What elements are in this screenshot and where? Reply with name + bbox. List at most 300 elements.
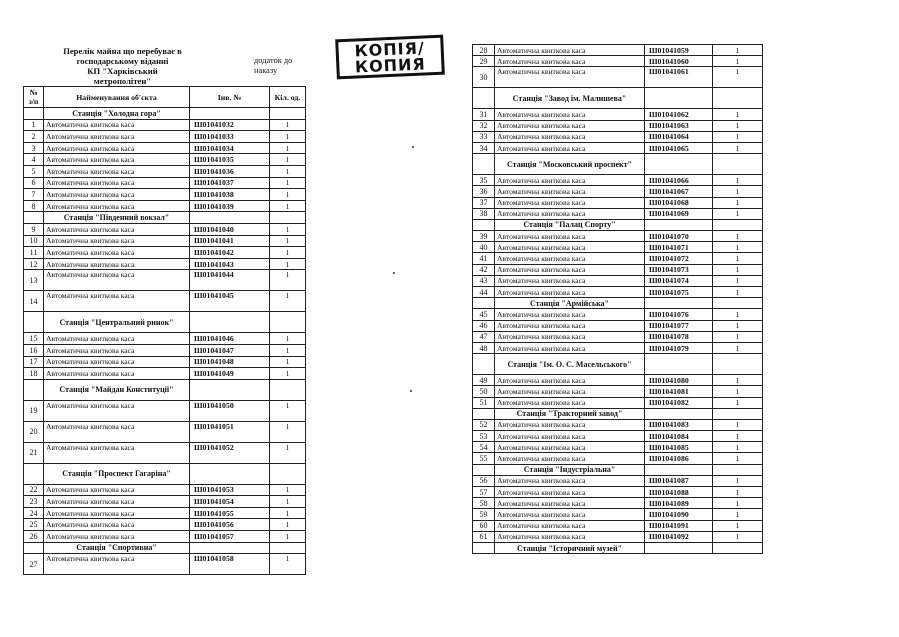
table-row [473, 475, 763, 486]
station-number-cell [473, 408, 495, 419]
item-quantity: 1 [270, 400, 306, 421]
item-name: Автоматична квиткова каса [44, 131, 190, 143]
station-quantity-cell [270, 463, 306, 484]
title-line: метрополітен" [93, 76, 152, 86]
inventory-number: Ш01041072 [645, 253, 713, 264]
item-quantity: 1 [713, 231, 763, 242]
table-row [473, 67, 763, 88]
station-row [473, 542, 763, 553]
station-quantity-cell [270, 379, 306, 400]
addendum-note [254, 56, 314, 76]
inventory-number: Ш01041036 [190, 165, 270, 177]
inventory-number: Ш01041052 [190, 442, 270, 463]
item-name: Автоматична квиткова каса [44, 142, 190, 154]
item-quantity: 1 [713, 419, 763, 430]
station-number-cell [473, 88, 495, 109]
table-row [473, 45, 763, 56]
row-number: 51 [473, 397, 495, 408]
item-name: Автоматична квиткова каса [495, 67, 645, 88]
row-number: 58 [473, 498, 495, 509]
table-row [24, 531, 306, 543]
item-quantity: 1 [713, 475, 763, 486]
inventory-number: Ш01041054 [190, 496, 270, 508]
item-quantity: 1 [713, 375, 763, 386]
row-number: 53 [473, 431, 495, 442]
item-name: Автоматична квиткова каса [495, 431, 645, 442]
table-row [473, 453, 763, 464]
table-row [24, 368, 306, 380]
inventory-number: Ш01041038 [190, 189, 270, 201]
table-row [473, 120, 763, 131]
item-quantity: 1 [713, 397, 763, 408]
station-inventory-cell [645, 408, 713, 419]
inventory-number: Ш01041083 [645, 419, 713, 430]
station-row [473, 354, 763, 375]
station-name: Станція "Історичний музей" [495, 542, 645, 553]
inventory-number: Ш01041084 [645, 431, 713, 442]
item-quantity: 1 [713, 386, 763, 397]
table-row [473, 231, 763, 242]
table-row [24, 258, 306, 270]
item-quantity: 1 [713, 531, 763, 542]
table-header-row [24, 87, 306, 108]
inventory-number: Ш01041087 [645, 475, 713, 486]
row-number: 39 [473, 231, 495, 242]
column-header-number: № з/п [24, 87, 44, 108]
table-row [473, 509, 763, 520]
inventory-number: Ш01041034 [190, 142, 270, 154]
item-quantity: 1 [270, 368, 306, 380]
item-name: Автоматична квиткова каса [44, 400, 190, 421]
item-name: Автоматична квиткова каса [44, 531, 190, 543]
item-name: Автоматична квиткова каса [44, 258, 190, 270]
row-number: 57 [473, 487, 495, 498]
item-quantity: 1 [713, 275, 763, 286]
column-header-name: Найменування об'єкта [44, 87, 190, 108]
row-number: 56 [473, 475, 495, 486]
row-number: 16 [24, 344, 44, 356]
row-number: 26 [24, 531, 44, 543]
inventory-number: Ш01041082 [645, 397, 713, 408]
station-name: Станція "Московський проспект" [495, 154, 645, 175]
row-number: 61 [473, 531, 495, 542]
station-quantity-cell [713, 88, 763, 109]
item-quantity: 1 [713, 520, 763, 531]
station-name: Станція "Майдан Конституції" [44, 379, 190, 400]
row-number: 34 [473, 142, 495, 153]
item-name: Автоматична квиткова каса [495, 142, 645, 153]
item-quantity: 1 [270, 484, 306, 496]
row-number: 20 [24, 421, 44, 442]
table-row [24, 154, 306, 166]
station-row [473, 464, 763, 475]
station-name: Станція "Тракторний завод" [495, 408, 645, 419]
item-quantity: 1 [713, 453, 763, 464]
item-name: Автоматична квиткова каса [495, 531, 645, 542]
station-quantity-cell [270, 312, 306, 333]
station-inventory-cell [645, 464, 713, 475]
inventory-number: Ш01041089 [645, 498, 713, 509]
row-number: 11 [24, 247, 44, 259]
item-quantity: 1 [713, 487, 763, 498]
item-name: Автоматична квиткова каса [44, 177, 190, 189]
item-quantity: 1 [713, 242, 763, 253]
item-name: Автоматична квиткова каса [44, 165, 190, 177]
item-quantity: 1 [713, 67, 763, 88]
item-quantity: 1 [270, 554, 306, 575]
item-name: Автоматична квиткова каса [44, 235, 190, 247]
row-number: 7 [24, 189, 44, 201]
item-name: Автоматична квиткова каса [495, 320, 645, 331]
station-quantity-cell [270, 212, 306, 224]
item-name: Автоматична квиткова каса [495, 442, 645, 453]
item-name: Автоматична квиткова каса [44, 356, 190, 368]
station-name: Станція "Ім. О. С. Масельського" [495, 354, 645, 375]
table-row [24, 131, 306, 143]
table-row [24, 519, 306, 531]
station-inventory-cell [645, 542, 713, 553]
item-quantity: 1 [713, 45, 763, 56]
station-inventory-cell [645, 88, 713, 109]
item-quantity: 1 [713, 442, 763, 453]
row-number: 49 [473, 375, 495, 386]
item-name: Автоматична квиткова каса [495, 331, 645, 342]
inventory-number: Ш01041039 [190, 200, 270, 212]
row-number: 21 [24, 442, 44, 463]
inventory-number: Ш01041091 [645, 520, 713, 531]
table-row [24, 247, 306, 259]
station-row [24, 108, 306, 120]
item-name: Автоматична квиткова каса [495, 175, 645, 186]
item-quantity: 1 [270, 270, 306, 291]
station-name: Станція "Завод ім. Малишева" [495, 88, 645, 109]
station-quantity-cell [270, 542, 306, 554]
station-inventory-cell [190, 108, 270, 120]
item-name: Автоматична квиткова каса [495, 287, 645, 298]
inventory-number: Ш01041043 [190, 258, 270, 270]
item-quantity: 1 [713, 131, 763, 142]
row-number: 35 [473, 175, 495, 186]
station-row [24, 542, 306, 554]
row-number: 19 [24, 400, 44, 421]
station-row [24, 212, 306, 224]
inventory-number: Ш01041073 [645, 264, 713, 275]
table-row [473, 442, 763, 453]
station-quantity-cell [713, 542, 763, 553]
item-quantity: 1 [713, 120, 763, 131]
stamp-line: КОПИЯ [354, 54, 427, 77]
row-number: 13 [24, 270, 44, 291]
table-row [24, 484, 306, 496]
row-number: 27 [24, 554, 44, 575]
station-name: Станція "Проспект Гагаріна" [44, 463, 190, 484]
inventory-number: Ш01041067 [645, 186, 713, 197]
item-quantity: 1 [713, 197, 763, 208]
table-row [24, 496, 306, 508]
inventory-table-left [23, 86, 306, 575]
item-name: Автоматична квиткова каса [495, 120, 645, 131]
table-row [473, 264, 763, 275]
inventory-number: Ш01041046 [190, 333, 270, 345]
inventory-number: Ш01041035 [190, 154, 270, 166]
item-name: Автоматична квиткова каса [44, 368, 190, 380]
station-name: Станція "Армійська" [495, 298, 645, 309]
station-quantity-cell [713, 154, 763, 175]
table-row [473, 253, 763, 264]
station-row [473, 408, 763, 419]
table-row [24, 356, 306, 368]
item-name: Автоматична квиткова каса [44, 442, 190, 463]
inventory-number: Ш01041045 [190, 291, 270, 312]
station-name: Станція "Центральний ринок" [44, 312, 190, 333]
item-quantity: 1 [270, 200, 306, 212]
station-row [473, 154, 763, 175]
station-quantity-cell [713, 354, 763, 375]
table-row [24, 333, 306, 345]
item-quantity: 1 [713, 331, 763, 342]
table-row [473, 56, 763, 67]
inventory-number: Ш01041075 [645, 287, 713, 298]
table-row [473, 397, 763, 408]
item-name: Автоматична квиткова каса [44, 496, 190, 508]
item-name: Автоматична квиткова каса [44, 200, 190, 212]
inventory-number: Ш01041069 [645, 208, 713, 219]
table-row [473, 309, 763, 320]
row-number: 52 [473, 419, 495, 430]
table-row [473, 342, 763, 353]
item-quantity: 1 [713, 186, 763, 197]
inventory-number: Ш01041057 [190, 531, 270, 543]
row-number: 42 [473, 264, 495, 275]
table-row [473, 109, 763, 120]
row-number: 45 [473, 309, 495, 320]
inventory-number: Ш01041061 [645, 67, 713, 88]
item-name: Автоматична квиткова каса [495, 231, 645, 242]
station-quantity-cell [713, 298, 763, 309]
item-name: Автоматична квиткова каса [44, 291, 190, 312]
item-quantity: 1 [270, 333, 306, 345]
item-name: Автоматична квиткова каса [495, 253, 645, 264]
row-number: 22 [24, 484, 44, 496]
table-row [24, 442, 306, 463]
inventory-number: Ш01041062 [645, 109, 713, 120]
table-row [473, 487, 763, 498]
item-quantity: 1 [270, 442, 306, 463]
item-name: Автоматична квиткова каса [495, 56, 645, 67]
item-name: Автоматична квиткова каса [44, 421, 190, 442]
inventory-number: Ш01041068 [645, 197, 713, 208]
item-name: Автоматична квиткова каса [495, 419, 645, 430]
row-number: 25 [24, 519, 44, 531]
row-number: 48 [473, 342, 495, 353]
station-number-cell [24, 212, 44, 224]
item-name: Автоматична квиткова каса [495, 397, 645, 408]
station-row [24, 379, 306, 400]
inventory-table-right [472, 44, 763, 554]
item-name: Автоматична квиткова каса [495, 186, 645, 197]
inventory-number: Ш01041070 [645, 231, 713, 242]
inventory-number: Ш01041071 [645, 242, 713, 253]
inventory-number: Ш01041076 [645, 309, 713, 320]
station-row [24, 463, 306, 484]
row-number: 18 [24, 368, 44, 380]
station-row [473, 88, 763, 109]
item-quantity: 1 [270, 344, 306, 356]
item-quantity: 1 [713, 431, 763, 442]
station-number-cell [24, 542, 44, 554]
row-number: 17 [24, 356, 44, 368]
item-name: Автоматична квиткова каса [44, 119, 190, 131]
station-row [473, 298, 763, 309]
item-name: Автоматична квиткова каса [495, 131, 645, 142]
inventory-number: Ш01041086 [645, 453, 713, 464]
addendum-line: наказу [254, 66, 278, 75]
station-number-cell [473, 219, 495, 230]
table-row [473, 331, 763, 342]
item-quantity: 1 [713, 109, 763, 120]
table-row [24, 189, 306, 201]
inventory-number: Ш01041042 [190, 247, 270, 259]
table-row [473, 386, 763, 397]
row-number: 44 [473, 287, 495, 298]
row-number: 10 [24, 235, 44, 247]
item-name: Автоматична квиткова каса [495, 375, 645, 386]
row-number: 55 [473, 453, 495, 464]
item-name: Автоматична квиткова каса [495, 342, 645, 353]
table-row [24, 177, 306, 189]
station-number-cell [473, 354, 495, 375]
row-number: 3 [24, 142, 44, 154]
table-row [24, 200, 306, 212]
table-row [473, 208, 763, 219]
item-quantity: 1 [270, 119, 306, 131]
item-name: Автоматична квиткова каса [44, 333, 190, 345]
inventory-number: Ш01041088 [645, 487, 713, 498]
document-title [40, 46, 205, 86]
item-name: Автоматична квиткова каса [495, 45, 645, 56]
row-number: 28 [473, 45, 495, 56]
table-row [473, 197, 763, 208]
item-name: Автоматична квиткова каса [495, 509, 645, 520]
title-line: господарському віданні [76, 56, 169, 66]
inventory-number: Ш01041063 [645, 120, 713, 131]
row-number: 36 [473, 186, 495, 197]
item-quantity: 1 [270, 223, 306, 235]
inventory-number: Ш01041066 [645, 175, 713, 186]
inventory-number: Ш01041090 [645, 509, 713, 520]
item-name: Автоматична квиткова каса [495, 498, 645, 509]
item-quantity: 1 [713, 320, 763, 331]
table-row [24, 235, 306, 247]
row-number: 8 [24, 200, 44, 212]
row-number: 23 [24, 496, 44, 508]
item-quantity: 1 [270, 165, 306, 177]
table-row [473, 320, 763, 331]
row-number: 6 [24, 177, 44, 189]
item-quantity: 1 [270, 507, 306, 519]
item-name: Автоматична квиткова каса [44, 270, 190, 291]
item-name: Автоматична квиткова каса [495, 242, 645, 253]
table-row [24, 507, 306, 519]
item-name: Автоматична квиткова каса [44, 554, 190, 575]
inventory-number: Ш01041047 [190, 344, 270, 356]
scan-speck [410, 390, 412, 392]
column-header-quantity: Кіл. од. [270, 87, 306, 108]
row-number: 15 [24, 333, 44, 345]
row-number: 40 [473, 242, 495, 253]
table-row [24, 270, 306, 291]
item-quantity: 1 [713, 253, 763, 264]
row-number: 59 [473, 509, 495, 520]
inventory-number: Ш01041065 [645, 142, 713, 153]
station-number-cell [473, 542, 495, 553]
item-quantity: 1 [713, 287, 763, 298]
inventory-number: Ш01041049 [190, 368, 270, 380]
station-number-cell [473, 154, 495, 175]
item-name: Автоматична квиткова каса [495, 208, 645, 219]
item-name: Автоматична квиткова каса [495, 453, 645, 464]
station-number-cell [24, 108, 44, 120]
row-number: 12 [24, 258, 44, 270]
inventory-number: Ш01041053 [190, 484, 270, 496]
station-name: Станція "Спортивна" [44, 542, 190, 554]
item-quantity: 1 [270, 247, 306, 259]
item-quantity: 1 [713, 509, 763, 520]
item-quantity: 1 [270, 531, 306, 543]
table-row [24, 165, 306, 177]
column-header-inventory: Інв. № [190, 87, 270, 108]
item-name: Автоматична квиткова каса [495, 487, 645, 498]
inventory-number: Ш01041056 [190, 519, 270, 531]
copy-stamp [335, 35, 445, 80]
inventory-number: Ш01041048 [190, 356, 270, 368]
table-row [24, 344, 306, 356]
inventory-number: Ш01041060 [645, 56, 713, 67]
station-name: Станція "Південний вокзал" [44, 212, 190, 224]
row-number: 5 [24, 165, 44, 177]
table-row [473, 431, 763, 442]
inventory-number: Ш01041085 [645, 442, 713, 453]
station-number-cell [24, 463, 44, 484]
inventory-number: Ш01041051 [190, 421, 270, 442]
station-quantity-cell [713, 408, 763, 419]
inventory-number: Ш01041037 [190, 177, 270, 189]
inventory-number: Ш01041044 [190, 270, 270, 291]
row-number: 38 [473, 208, 495, 219]
row-number: 9 [24, 223, 44, 235]
table-row [24, 554, 306, 575]
inventory-number: Ш01041078 [645, 331, 713, 342]
scan-speck [393, 272, 395, 274]
row-number: 14 [24, 291, 44, 312]
item-quantity: 1 [270, 258, 306, 270]
inventory-number: Ш01041033 [190, 131, 270, 143]
item-name: Автоматична квиткова каса [44, 154, 190, 166]
inventory-number: Ш01041074 [645, 275, 713, 286]
row-number: 46 [473, 320, 495, 331]
item-quantity: 1 [713, 342, 763, 353]
table-row [473, 175, 763, 186]
row-number: 50 [473, 386, 495, 397]
scan-speck [412, 146, 414, 148]
item-quantity: 1 [713, 56, 763, 67]
row-number: 54 [473, 442, 495, 453]
item-quantity: 1 [270, 235, 306, 247]
table-row [473, 520, 763, 531]
row-number: 4 [24, 154, 44, 166]
row-number: 47 [473, 331, 495, 342]
item-quantity: 1 [713, 498, 763, 509]
